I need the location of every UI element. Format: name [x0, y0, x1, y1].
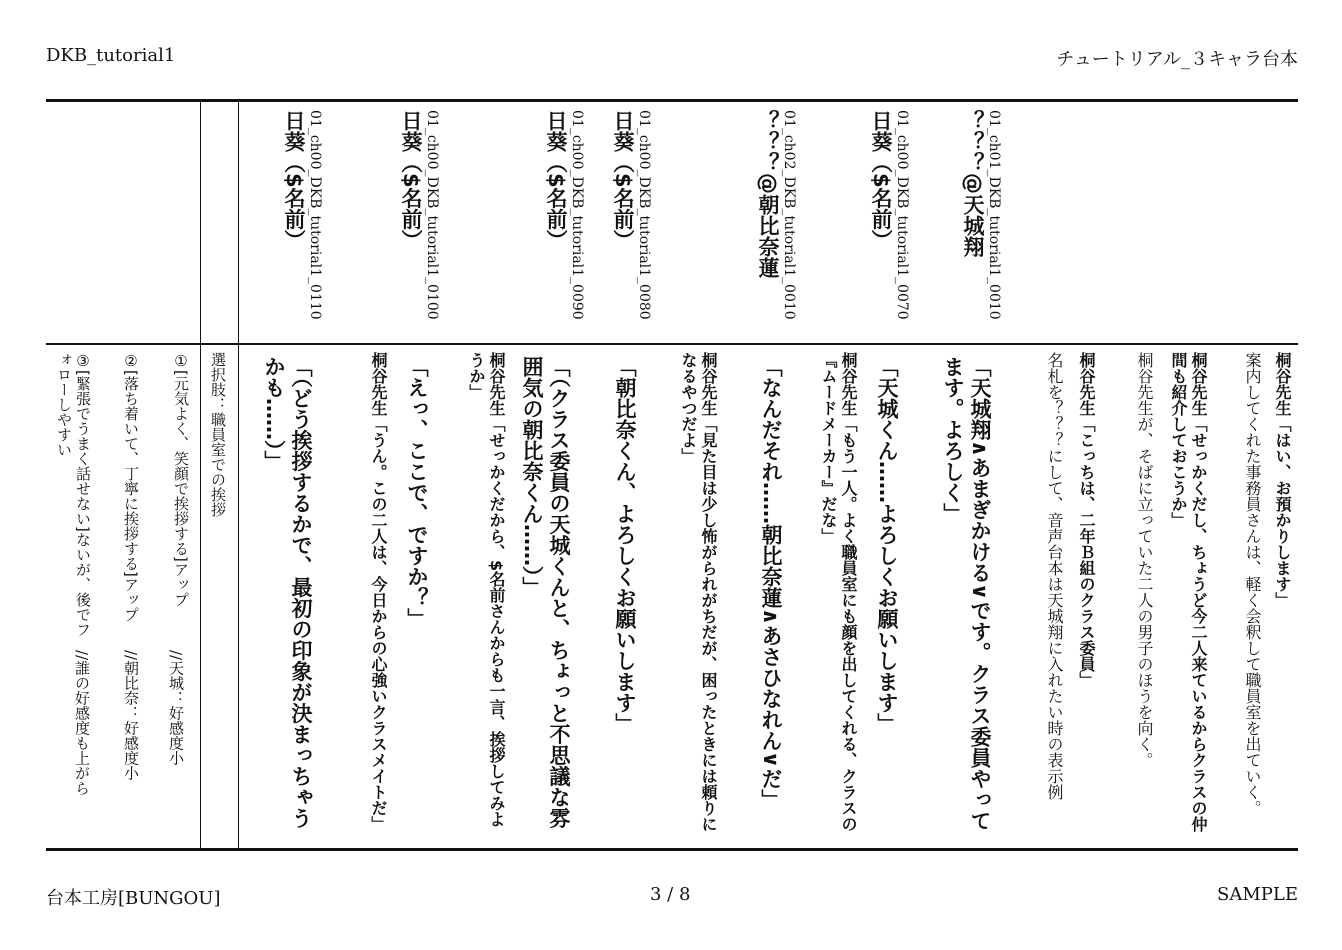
role-entry: [545, 110, 587, 335]
script-line: 桐谷先生「見た目は少し怖がられがちだが、困ったときには頼りになるやつだよ」: [679, 352, 718, 832]
script-line: 名札を？？？にして、音声台本は天城翔に入れたい時の表示例: [1045, 352, 1064, 800]
script-line: 「なんだそれ……朝比奈蓮∧あさひなれん∨だ」: [759, 356, 783, 811]
role-entry: [400, 110, 442, 335]
choice-column-divider: [200, 101, 201, 849]
choice-note: //朝比奈：好感度小: [122, 650, 140, 781]
script-line: 桐谷先生「うん。この二人は、今日からの心強いクラスメイトだ」: [369, 352, 388, 832]
role-name: 日葵（$名前）: [399, 110, 423, 251]
role-name: ？？？@朝比奈蓮: [756, 110, 780, 278]
script-line: 桐谷先生が、そばに立っていた二人の男子のほうを向く。: [1135, 352, 1154, 768]
role-name: 日葵（$名前）: [869, 110, 893, 251]
role-code: 01_ch00_DKB_tutorial1_0100: [424, 110, 440, 320]
role-name: 日葵（$名前）: [282, 110, 306, 251]
role-code: 01_ch01_DKB_tutorial1_0010: [986, 110, 1002, 320]
script-line: 桐谷先生「こっちは、二年Ｂ組のクラス委員」: [1077, 352, 1096, 688]
footer-sample-label: SAMPLE: [1217, 884, 1298, 905]
role-code: 01_ch00_DKB_tutorial1_0070: [894, 110, 910, 320]
footer-publisher: 台本工房[BUNGOU]: [46, 888, 221, 909]
choice-note: //誰の好感度も上がら: [73, 650, 91, 796]
role-entry: [283, 110, 325, 335]
script-line: 「（クラス委員の天城くんと、ちょっと不思議な雰囲気の朝比奈くん……）」: [520, 356, 571, 829]
role-entry: [870, 110, 912, 335]
script-line: 桐谷先生「せっかくだし、ちょうど今二人来ているからクラスの仲間も紹介しておこうか」: [1169, 352, 1208, 832]
role-entry: [962, 110, 1004, 335]
script-line: 「天城くん……よろしくお願いします」: [875, 356, 899, 734]
script-line: 「朝比奈くん、よろしくお願いします」: [613, 356, 637, 734]
role-code: 01_ch00_DKB_tutorial1_0080: [636, 110, 652, 320]
page-number: 3 / 8: [650, 884, 691, 905]
role-code: 01_ch02_DKB_tutorial1_0010: [781, 110, 797, 320]
script-column-divider: [238, 101, 239, 849]
role-code: 01_ch00_DKB_tutorial1_0090: [569, 110, 585, 320]
script-line: 案内してくれた事務員さんは、軽く会釈して職員室を出ていく。: [1243, 352, 1262, 816]
top-border: [46, 99, 1298, 102]
role-entry: [612, 110, 654, 335]
bottom-border: [46, 848, 1298, 851]
role-code: 01_ch00_DKB_tutorial1_0110: [307, 110, 323, 320]
document-subtitle: チュートリアル_３キャラ台本: [1056, 49, 1298, 70]
script-line: 桐谷先生「もう一人。よく職員室にも顔を出してくれる、クラスの『ムードメーカー』だな」: [819, 352, 858, 832]
choice-title: 選択肢：職員室での挨拶: [209, 352, 227, 517]
choice-option: ①[元気よく、笑顔で挨拶する]アップ: [172, 352, 190, 607]
script-line: 桐谷先生「せっかくだから、$名前さんからも一言、挨拶してみようか」: [467, 352, 506, 828]
role-name: 日葵（$名前）: [544, 110, 568, 251]
choice-note: //天城：好感度小: [167, 650, 185, 766]
script-line: 「天城翔∧あまぎかける∨です。クラス委員やってます。よろしく」: [941, 356, 992, 832]
script-line: 桐谷先生「はい、お預かりします」: [1273, 352, 1292, 608]
document-title: DKB_tutorial1: [46, 45, 176, 66]
choice-option: ②[落ち着いて、丁寧に挨拶する]アップ: [122, 352, 140, 622]
script-line: 「えっ、ここで、ですか？」: [405, 356, 429, 629]
script-line: 「（どう挨拶するかで、最初の印象が決まっちゃうかも……）」: [262, 356, 313, 829]
role-entry: [757, 110, 799, 335]
middle-divider: [46, 343, 1298, 345]
choice-option: ③[緊張でうまく話せない]ないが、後でフォローしやすい: [55, 352, 92, 637]
role-name: ？？？@天城翔: [961, 110, 985, 257]
role-name: 日葵（$名前）: [611, 110, 635, 251]
